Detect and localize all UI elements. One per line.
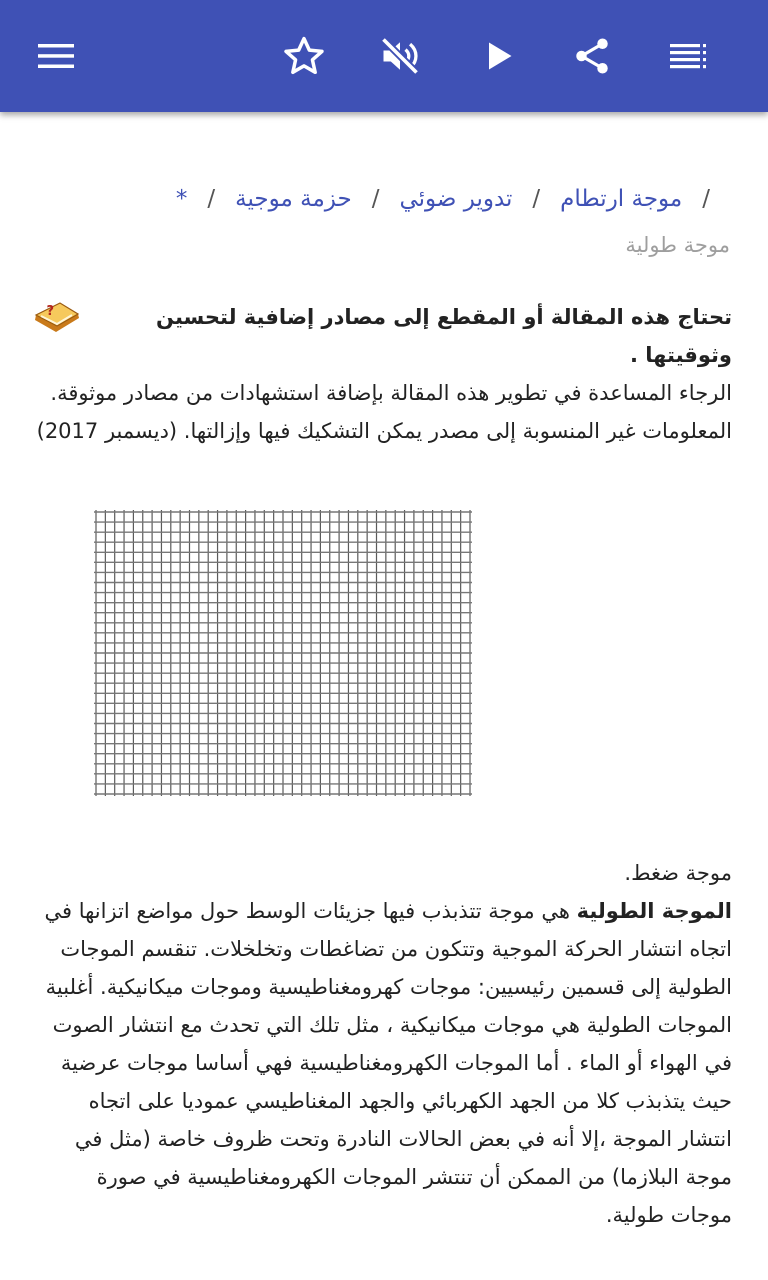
breadcrumb-separator: / bbox=[532, 186, 541, 212]
article-term: الموجة الطولية bbox=[576, 899, 732, 923]
share-button[interactable] bbox=[564, 28, 620, 84]
notice-title: تحتاج هذه المقالة أو المقطع إلى مصادر إضافية لتحسين وثوقيتها . bbox=[156, 305, 732, 367]
breadcrumb-separator: / bbox=[371, 186, 380, 212]
play-button[interactable] bbox=[470, 28, 526, 84]
table-of-contents-icon bbox=[668, 41, 708, 71]
article-text: هي موجة تتذبذب فيها جزيئات الوسط حول مواضع اتزانها في اتجاه انتشار الحركة الموجية وتتكون من تضاغطات وتخلخلات. تنقسم الموجات الطولية إلى قسمين رئيسيين: موجات كهرومغناطيسية وموجات ميكانيكية. أغلبية الموجات الطولية هي موجات ميكانيكية ، مثل تلك التي تحدث مع انتشار الصوت في الهواء أو الماء . أما الموجات الكهرومغناطيسية فهي أساسا موجات عرضية حيث يتذبذب كلا من الجهد الكهربائي والجهد المغناطيسي عموديا على اتجاه انتشار الموجة ،إلا أنه في بعض الحالات النادرة وتحت ظروف خاصة (مثل في موجة البلازما) من الممكن أن تنتشر الموجات الكهرومغناطيسية في صورة موجات طولية. bbox=[44, 899, 732, 1227]
breadcrumb-link-wave-packet[interactable]: حزمة موجية bbox=[235, 186, 352, 212]
citation-notice bbox=[32, 298, 732, 450]
wave-grid-image[interactable] bbox=[94, 510, 472, 796]
share-icon bbox=[571, 35, 613, 77]
breadcrumb-link-shock-wave[interactable]: موجة ارتطام bbox=[560, 186, 683, 212]
menu-button[interactable] bbox=[28, 28, 84, 84]
favorite-button[interactable] bbox=[276, 28, 332, 84]
svg-text:?: ? bbox=[46, 304, 54, 319]
mute-button[interactable] bbox=[372, 28, 428, 84]
breadcrumb-current: موجة طولية bbox=[625, 233, 730, 257]
breadcrumb-link-star[interactable]: * bbox=[175, 186, 188, 212]
breadcrumb-separator: / bbox=[207, 186, 216, 212]
notice-body: الرجاء المساعدة في تطوير هذه المقالة بإضافة استشهادات من مصادر موثوقة. المعلومات غير المنسوبة إلى مصدر يمكن التشكيك فيها وإزالتها. (ديسمبر 2017) bbox=[36, 381, 732, 443]
star-outline-icon bbox=[282, 34, 326, 78]
breadcrumb-separator: / bbox=[702, 186, 710, 212]
hamburger-menu-icon bbox=[36, 41, 76, 71]
breadcrumb bbox=[40, 176, 730, 268]
breadcrumb-link-optical-rotation[interactable]: تدوير ضوئي bbox=[399, 186, 513, 212]
volume-off-icon bbox=[378, 34, 422, 78]
article-paragraph bbox=[32, 892, 732, 1234]
notice-heading-row bbox=[32, 298, 732, 374]
play-icon bbox=[480, 38, 516, 74]
question-book-icon bbox=[32, 298, 82, 338]
figure-caption: موجة ضغط. bbox=[624, 861, 732, 885]
app-bar bbox=[0, 0, 768, 112]
table-of-contents-button[interactable] bbox=[660, 28, 716, 84]
